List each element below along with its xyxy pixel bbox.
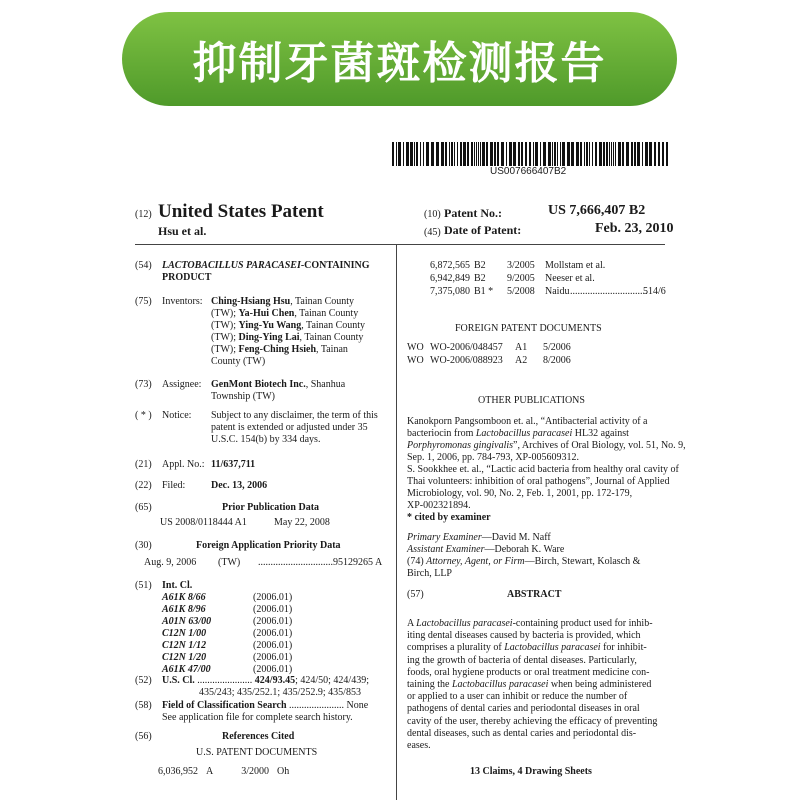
field-code-52: (52) xyxy=(135,675,152,686)
inventor-line-2: (TW); Ya-Hui Chen, Tainan County xyxy=(211,308,359,319)
priority-dots: .............................. xyxy=(258,557,333,568)
int-cl-class: A01N 63/00 xyxy=(162,616,212,627)
references-heading: References Cited xyxy=(222,731,295,742)
publication-1 xyxy=(407,416,686,464)
barcode-bar xyxy=(441,142,444,166)
pub1-line-3: Porphyromonas gingivalis”, Archives of Oral Biology, vol. 51, No. 9, xyxy=(407,440,686,451)
attorney-line-1: (74) Attorney, Agent, or Firm—Birch, Stewart, Kolasch & xyxy=(407,556,641,567)
pub2-line-1: S. Sookkhee et. al., “Lactic acid bacteria from healthy oral cavity of xyxy=(407,464,679,475)
barcode-bar xyxy=(571,142,574,166)
priority-heading: Foreign Application Priority Data xyxy=(196,540,341,551)
foreign-country: WO xyxy=(407,355,424,366)
int-cl-class: C12N 1/00 xyxy=(162,628,207,639)
barcode-bar xyxy=(451,142,453,166)
assistant-examiner: Assistant Examiner—Deborah K. Ware xyxy=(407,544,565,555)
notice-line-3: U.S.C. 154(b) by 334 days. xyxy=(211,434,321,445)
barcode-bar xyxy=(474,142,475,166)
header-rule xyxy=(135,244,665,245)
date-of-patent-label: Date of Patent: xyxy=(444,223,522,237)
us-patent-docs-heading: U.S. PATENT DOCUMENTS xyxy=(196,747,318,758)
barcode-bar xyxy=(645,142,648,166)
int-cl-class: A61K 8/66 xyxy=(162,592,206,603)
ref-kind: B2 xyxy=(474,273,486,284)
field-code-73: (73) xyxy=(135,379,152,390)
foreign-date: 8/2006 xyxy=(543,355,571,366)
abstract-line: pathogens of dental caries and periodontal diseases in oral xyxy=(407,703,640,715)
barcode-bar xyxy=(463,142,466,166)
abstract-line: iting dental diseases caused by bacteria is provided, which xyxy=(407,630,641,642)
pub1-line-1: Kanokporn Pangsomboon et. al., “Antibacterial activity of a xyxy=(407,416,648,427)
int-cl-class: A61K 47/00 xyxy=(162,664,211,675)
barcode-bar xyxy=(398,142,401,166)
barcode-bar xyxy=(457,142,458,166)
int-cl-version: (2006.01) xyxy=(253,628,293,639)
ref-date: 3/2005 xyxy=(507,260,535,271)
patent-number: US 7,666,407 B2 xyxy=(548,203,646,218)
inventor-line-4: (TW); Ding-Ying Lai, Tainan County xyxy=(211,332,364,343)
priority-number: 95129265 A xyxy=(333,557,383,568)
ref-row-oh: 6,036,952 A 3/2000 Oh xyxy=(158,766,290,777)
field-code-57: (57) xyxy=(407,589,424,600)
barcode-bar xyxy=(535,142,538,166)
filed-date: Dec. 13, 2006 xyxy=(211,480,268,491)
barcode-bar xyxy=(509,142,512,166)
pub2-line-3: Microbiology, vol. 90, No. 2, Feb. 1, 2001, pp. 172-179, xyxy=(407,488,633,499)
assignee-line-2: Township (TW) xyxy=(211,391,276,402)
barcode-bar xyxy=(426,142,429,166)
barcode-bar xyxy=(518,142,520,166)
foreign-date: 5/2006 xyxy=(543,342,571,353)
prior-pub-date: May 22, 2008 xyxy=(274,517,330,528)
notice-line-2: patent is extended or adjusted under 35 xyxy=(211,422,368,433)
foreign-docs-heading: FOREIGN PATENT DOCUMENTS xyxy=(455,323,602,334)
invention-title xyxy=(162,260,370,272)
priority-date: Aug. 9, 2006 xyxy=(144,557,197,568)
int-cl-class: C12N 1/20 xyxy=(162,652,207,663)
barcode-bar xyxy=(513,142,516,166)
pub2-line-2: Thai volunteers: inhibition of oral pathogens”, Journal of Applied xyxy=(407,476,670,487)
int-cl-label: Int. Cl. xyxy=(162,580,193,591)
notice-label: Notice: xyxy=(162,410,192,421)
barcode-bar xyxy=(445,142,447,166)
field-code-56: (56) xyxy=(135,731,152,742)
barcode-bar xyxy=(454,142,455,166)
barcode-bar xyxy=(540,142,541,166)
barcode-bar xyxy=(490,142,493,166)
abstract-line: or applied to a user can inhibit or reduce the number of xyxy=(407,691,628,703)
barcode-bar xyxy=(567,142,570,166)
patent-number-label: Patent No.: xyxy=(444,206,502,220)
foreign-number: WO-2006/048457 xyxy=(430,342,503,353)
foreign-kind: A2 xyxy=(515,355,528,366)
barcode-bar xyxy=(525,142,527,166)
pub1-line-4: Sep. 1, 2006, pp. 784-793, XP-005609312. xyxy=(407,452,579,463)
barcode-bar xyxy=(634,142,636,166)
int-cl-class: C12N 1/12 xyxy=(162,640,207,651)
barcode-bar xyxy=(403,142,404,166)
inventor-short: Hsu et al. xyxy=(158,224,207,238)
barcode-bar xyxy=(449,142,450,166)
ref-number: 6,872,565 xyxy=(430,260,470,271)
barcode-bar xyxy=(521,142,523,166)
field-code-notice: ( * ) xyxy=(135,410,152,421)
title-banner xyxy=(122,12,677,106)
cited-by-examiner: * cited by examiner xyxy=(407,512,491,523)
field-search-line-1: Field of Classification Search ...................... None xyxy=(162,700,369,711)
barcode-bar xyxy=(471,142,473,166)
barcode-bar xyxy=(482,142,485,166)
barcode-bar xyxy=(497,142,499,166)
inventors-label: Inventors: xyxy=(162,296,203,307)
barcode-bar xyxy=(501,142,504,166)
field-code-21: (21) xyxy=(135,459,152,470)
abstract-line: comprises a plurality of Lactobacillus paracasei for inhibit- xyxy=(407,642,647,654)
ref-kind: B2 xyxy=(474,260,486,271)
barcode-bar xyxy=(467,142,469,166)
barcode-bar xyxy=(423,142,424,166)
barcode-bar xyxy=(552,142,553,166)
int-cl-version: (2006.01) xyxy=(253,616,293,627)
publication-2 xyxy=(407,464,679,512)
field-code-58: (58) xyxy=(135,700,152,711)
inventor-line-5: (TW); Feng-Ching Hsieh, Tainan xyxy=(211,344,348,355)
barcode-bar xyxy=(414,142,415,166)
barcode-bar xyxy=(584,142,585,166)
barcode-bar xyxy=(622,142,624,166)
abstract-line: eases. xyxy=(407,740,431,751)
barcode-bar xyxy=(603,142,605,166)
ref-date: 9/2005 xyxy=(507,273,535,284)
barcode-bar xyxy=(609,142,610,166)
barcode-bar xyxy=(654,142,656,166)
barcode-bar xyxy=(431,142,434,166)
column-divider xyxy=(396,244,397,800)
barcode-bar xyxy=(606,142,608,166)
barcode-bar xyxy=(396,142,397,166)
barcode-bar xyxy=(592,142,593,166)
barcode-bar xyxy=(506,142,507,166)
barcode-bar xyxy=(662,142,664,166)
barcode-bar xyxy=(615,142,616,166)
barcode-bar xyxy=(595,142,597,166)
barcode-bar xyxy=(580,142,582,166)
barcode-bar xyxy=(480,142,481,166)
assignee-label: Assignee: xyxy=(162,379,202,390)
barcode-bar xyxy=(589,142,590,166)
abstract-line: dental diseases, such as dental caries and periodontal dis- xyxy=(407,727,637,739)
barcode-bar xyxy=(611,142,612,166)
barcode-bar xyxy=(637,142,640,166)
barcode-bar xyxy=(478,142,479,166)
field-code-45: (45) xyxy=(424,227,441,238)
pub2-line-4: XP-002321894. xyxy=(407,500,471,511)
field-code-75: (75) xyxy=(135,296,152,307)
ref-dots: ............................... xyxy=(570,286,648,297)
barcode-bar xyxy=(529,142,531,166)
barcode-bar xyxy=(436,142,439,166)
foreign-country: WO xyxy=(407,342,424,353)
appl-no: 11/637,711 xyxy=(211,459,256,470)
barcode-bar xyxy=(586,142,588,166)
foreign-number: WO-2006/088923 xyxy=(430,355,503,366)
filed-label: Filed: xyxy=(162,480,186,491)
barcode-bar xyxy=(618,142,621,166)
barcode-bar xyxy=(548,142,551,166)
priority-country: (TW) xyxy=(218,557,241,568)
abstract-line: foods, oral hygiene products or oral treatment medicine con- xyxy=(407,666,650,678)
barcode-bar xyxy=(562,142,565,166)
barcode-bar xyxy=(626,142,629,166)
pub1-line-2: bacteriocin from Lactobacillus paracasei HL32 against xyxy=(407,428,629,439)
attorney-line-2: Birch, LLP xyxy=(407,568,452,579)
barcode-bar xyxy=(416,142,418,166)
int-cl-version: (2006.01) xyxy=(253,604,293,615)
field-code-12: (12) xyxy=(135,209,152,220)
field-code-54: (54) xyxy=(135,260,152,271)
barcode-bar xyxy=(666,142,668,166)
barcode-bar xyxy=(410,142,413,166)
barcode-bar xyxy=(576,142,579,166)
barcode-bar xyxy=(392,142,394,166)
barcode-bar xyxy=(486,142,488,166)
abstract-line: ing the growth of bacteria of dental diseases. Particularly, xyxy=(407,654,637,666)
field-code-22: (22) xyxy=(135,480,152,491)
title-rest: -CONTAINING xyxy=(300,260,370,271)
prior-pub-number: US 2008/0118444 A1 xyxy=(160,517,247,528)
notice-line-1: Subject to any disclaimer, the term of this xyxy=(211,410,378,421)
patent-kind: United States Patent xyxy=(158,201,324,222)
barcode-bar xyxy=(631,142,633,166)
foreign-kind: A1 xyxy=(515,342,528,353)
abstract-line: cavity of the user, thereby achieving the efficacy of preventing xyxy=(407,715,658,727)
banner-title: 抑制牙菌斑检测报告 xyxy=(192,38,607,89)
barcode-bar xyxy=(476,142,477,166)
ref-number: 7,375,080 xyxy=(430,286,470,297)
barcode-image xyxy=(392,142,670,166)
ref-name: Naidu xyxy=(545,286,570,297)
barcode-bar xyxy=(613,142,614,166)
barcode-bar xyxy=(406,142,409,166)
barcode-bar xyxy=(560,142,561,166)
invention-title-line2: PRODUCT xyxy=(162,272,212,283)
barcode-bar xyxy=(649,142,652,166)
barcode-bar xyxy=(420,142,421,166)
barcode-bar xyxy=(533,142,534,166)
field-code-51: (51) xyxy=(135,580,152,591)
barcode-bar xyxy=(543,142,546,166)
int-cl-version: (2006.01) xyxy=(253,640,293,651)
barcode-bar xyxy=(658,142,660,166)
int-cl-version: (2006.01) xyxy=(253,664,293,675)
us-cl-line-1: U.S. Cl. ...................... 424/93.45; 424/50; 424/439; xyxy=(162,675,369,686)
title-species: LACTOBACILLUS PARACASEI xyxy=(162,260,301,271)
us-cl-line-2: 435/243; 435/252.1; 435/252.9; 435/853 xyxy=(199,687,361,698)
barcode-bar xyxy=(554,142,556,166)
int-cl-class: A61K 8/96 xyxy=(162,604,206,615)
claims-summary: 13 Claims, 4 Drawing Sheets xyxy=(470,766,592,777)
field-code-65: (65) xyxy=(135,502,152,513)
ref-number: 6,942,849 xyxy=(430,273,470,284)
primary-examiner: Primary Examiner—David M. Naff xyxy=(407,532,551,543)
field-code-30: (30) xyxy=(135,540,152,551)
inventor-line-1: Ching-Hsiang Hsu, Tainan County xyxy=(211,296,355,307)
barcode-bar xyxy=(460,142,462,166)
ref-name: Mollstam et al. xyxy=(545,260,606,271)
field-search-line-2: See application file for complete search history. xyxy=(162,712,353,723)
ref-class: 514/6 xyxy=(643,286,666,297)
barcode-bar xyxy=(557,142,558,166)
assignee-line-1: GenMont Biotech Inc., Shanhua xyxy=(211,379,346,390)
barcode-bar xyxy=(642,142,643,166)
barcode-bar xyxy=(599,142,602,166)
barcode-number: US007666407B2 xyxy=(490,166,567,177)
ref-date: 5/2008 xyxy=(507,286,535,297)
appl-no-label: Appl. No.: xyxy=(162,459,205,470)
field-code-10: (10) xyxy=(424,209,441,220)
abstract-line: A Lactobacillus paracasei-containing product used for inhib- xyxy=(407,618,653,629)
prior-pub-heading: Prior Publication Data xyxy=(222,502,320,513)
inventor-line-6: County (TW) xyxy=(211,356,266,367)
other-pubs-heading: OTHER PUBLICATIONS xyxy=(478,395,585,406)
ref-name: Neeser et al. xyxy=(545,273,595,284)
abstract-heading: ABSTRACT xyxy=(507,589,562,600)
inventor-line-3: (TW); Ying-Yu Wang, Tainan County xyxy=(211,320,366,331)
date-of-patent: Feb. 23, 2010 xyxy=(595,221,674,236)
int-cl-version: (2006.01) xyxy=(253,652,293,663)
ref-kind: B1 * xyxy=(474,286,494,297)
int-cl-version: (2006.01) xyxy=(253,592,293,603)
abstract-line: taining the Lactobacillus paracasei when being administered xyxy=(407,679,652,690)
barcode-bar xyxy=(494,142,496,166)
